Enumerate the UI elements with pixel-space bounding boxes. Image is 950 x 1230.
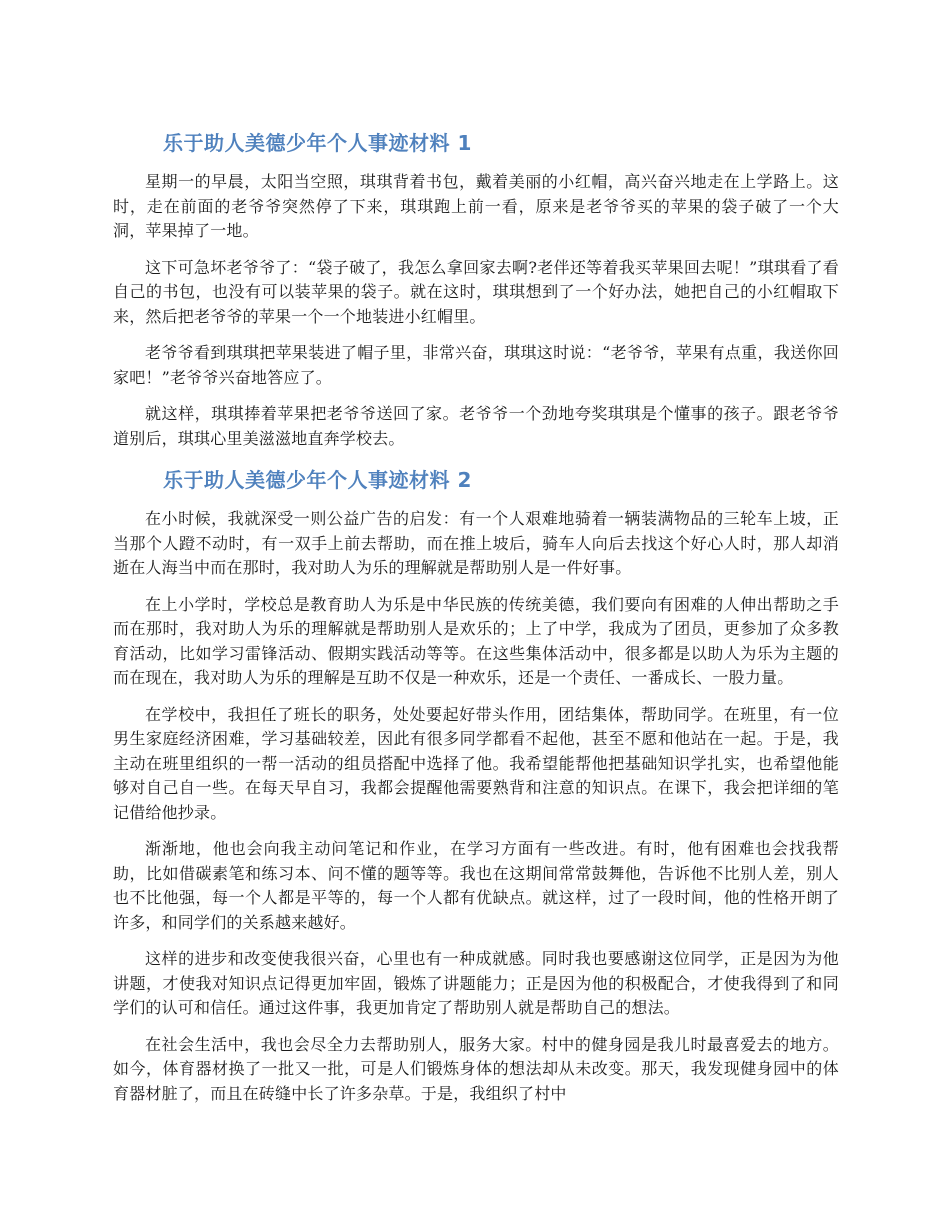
section-title-2: 乐于助人美德少年个人事迹材料 2 [163,468,472,492]
paragraph: 渐渐地，他也会向我主动问笔记和作业，在学习方面有一些改进。有时，他有困难也会找我帮助，比如借碳素笔和练习本、问不懂的题等等。我也在这期间常常鼓舞他，告诉他不比别人差，别人也不比他强，每一个人都是平等的，每一个人都有优缺点。就这样，过了一段时间，他的性格开朗了许多，和同学们的关系越来越好。 [113,839,839,932]
paragraph: 就这样，琪琪捧着苹果把老爷爷送回了家。老爷爷一个劲地夸奖琪琪是个懂事的孩子。跟老爷爷道别后，琪琪心里美滋滋地直奔学校去。 [113,404,839,448]
paragraph: 老爷爷看到琪琪把苹果装进了帽子里，非常兴奋，琪琪这时说：“老爷爷，苹果有点重，我送你回家吧！”老爷爷兴奋地答应了。 [113,343,839,387]
paragraph: 在学校中，我担任了班长的职务，处处要起好带头作用，团结集体，帮助同学。在班里，有一位男生家庭经济困难，学习基础较差，因此有很多同学都看不起他，甚至不愿和他站在一起。于是，我主动在班里组织的一帮一活动的组员搭配中选择了他。我希望能帮他把基础知识学扎实，也希望他能够对自己自一些。在每天早自习，我都会提醒他需要熟背和注意的知识点。在课下，我会把详细的笔记借给他抄录。 [113,704,839,822]
section-title-1: 乐于助人美德少年个人事迹材料 1 [163,131,472,155]
paragraph: 这下可急坏老爷爷了：“袋子破了，我怎么拿回家去啊?老伴还等着我买苹果回去呢！”琪琪看了看自己的书包，也没有可以装苹果的袋子。就在这时，琪琪想到了一个好办法，她把自己的小红帽取下来，然后把老爷爷的苹果一个一个地装进小红帽里。 [113,257,839,326]
paragraph: 星期一的早晨，太阳当空照，琪琪背着书包，戴着美丽的小红帽，高兴奋兴地走在上学路上。这时，走在前面的老爷爷突然停了下来，琪琪跑上前一看，原来是老爷爷买的苹果的袋子破了一个大洞，苹果掉了一地。 [113,172,839,240]
paragraph: 在社会生活中，我也会尽全力去帮助别人，服务大家。村中的健身园是我儿时最喜爱去的地方。如今，体育器材换了一批又一批，可是人们锻炼身体的想法却从未改变。那天，我发现健身园中的体育器材脏了，而且在砖缝中长了许多杂草。于是，我组织了村中 [113,1034,839,1103]
paragraph: 在小时候，我就深受一则公益广告的启发：有一个人艰难地骑着一辆装满物品的三轮车上坡，正当那个人蹬不动时，有一双手上前去帮助，而在推上坡后，骑车人向后去找这个好心人时，那人却消逝在人海当中而在那时，我对助人为乐的理解就是帮助别人是一件好事。 [113,509,839,577]
document-page [113,128,839,1118]
paragraph: 这样的进步和改变使我很兴奋，心里也有一种成就感。同时我也要感谢这位同学，正是因为为他讲题，才使我对知识点记得更加牢固，锻炼了讲题能力；正是因为他的积极配合，才使我得到了和同学们的认可和信任。通过这件事，我更加肯定了帮助别人就是帮助自己的想法。 [113,949,839,1017]
paragraph: 在上小学时，学校总是教育助人为乐是中华民族的传统美德，我们要向有困难的人伸出帮助之手而在那时，我对助人为乐的理解就是帮助别人是欢乐的；上了中学，我成为了团员，更参加了众多教育活动，比如学习雷锋活动、假期实践活动等等。在这些集体活动中，很多都是以助人为乐为主题的而在现在，我对助人为乐的理解是互助不仅是一种欢乐，还是一个责任、一番成长、一股力量。 [113,594,839,687]
